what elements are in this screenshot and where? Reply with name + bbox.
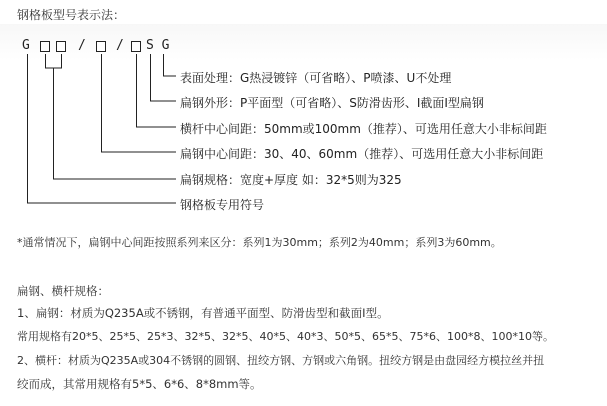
connector-flat-bar-spec [46, 54, 62, 68]
connector-cross-bar-pitch [137, 54, 177, 127]
page-title: 钢格板型号表示法： [17, 8, 126, 22]
spec-paragraph-4: 绞而成，其常用规格有5*5、6*6、8*8mm等。 [17, 377, 262, 391]
code-sg: S G [146, 38, 170, 53]
code-slash-2: / [116, 38, 124, 53]
desc-cross-bar-pitch: 横杆中心间距：50mm或100mm（推荐）、可选用任意大小非标间距 [180, 122, 547, 136]
code-box-flat-bar-spec-1 [40, 41, 50, 52]
code-g: G [22, 38, 30, 53]
connector-surface-treatment [164, 54, 177, 76]
code-box-cross-bar-pitch [131, 41, 141, 52]
spec-paragraph-1: 1、扁钢：材质为Q235A或不锈钢，有普通平面型、防滑齿型和截面I型。 [17, 306, 389, 320]
connector-bearing-pitch [102, 54, 177, 152]
desc-surface-treatment: 表面处理：G热浸镀锌（可省略）、P喷漆、U不处理 [180, 71, 452, 85]
connector-flat-bar-spec-stem [54, 68, 177, 179]
spec-paragraph-2: 常用规格有20*5、25*5、25*3、32*5、32*5、40*5、40*3、50*5、65*5、75*6、100*8、100*10等。 [17, 330, 554, 343]
desc-grating-symbol: 钢格板专用符号 [180, 198, 265, 212]
code-box-flat-bar-spec-2 [56, 41, 66, 52]
code-slash-1: / [78, 38, 86, 53]
desc-flat-bar-shape: 扁钢外形：P平面型（可省略）、S防滑齿形、I截面I型扁钢 [180, 96, 484, 110]
desc-bearing-bar-pitch: 扁钢中心间距：30、40、60mm（推荐）、可选用任意大小非标间距 [180, 147, 544, 161]
code-box-bearing-pitch [96, 41, 106, 52]
spec-section-title: 扁钢、横杆规格： [17, 284, 109, 298]
pitch-series-note: *通常情况下，扁钢中心间距按照系列来区分：系列1为30mm；系列2为40mm；系列3为60mm。 [17, 236, 502, 249]
spec-paragraph-3: 2、横杆：材质为Q235A或304不锈钢的圆钢、扭绞方钢、方钢或六角钢。扭绞方钢是由盘园经方模拉丝并扭 [17, 354, 545, 367]
desc-flat-bar-spec: 扁钢规格：宽度+厚度 如：32*5则为325 [180, 173, 402, 187]
